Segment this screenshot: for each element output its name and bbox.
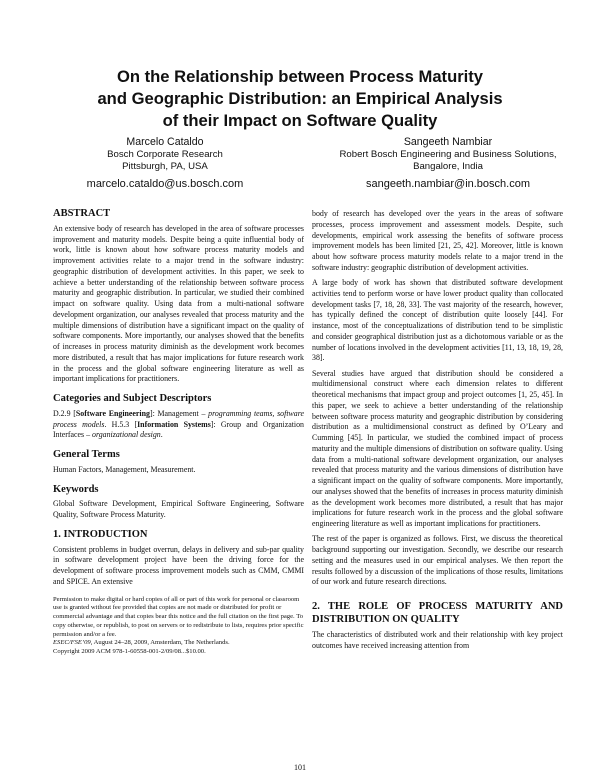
body-paragraph: The rest of the paper is organized as follows. First, we discuss the theoretical background supporting our investigation. Secondly, we describe our research setting and the measures used in our empirical analyses. We then report the results followed by a discussion of the implications of those results, limitations of our work and future research directions.	[312, 534, 563, 587]
author-location: Bangalore, India	[413, 161, 483, 172]
title-line: and Geographic Distribution: an Empirical Analysis	[97, 89, 503, 108]
abstract-text: An extensive body of research has developed in the area of software processes improvement and maturity models. Despite being a quite influential body of work, little is known about how software process maturity models and improvement activities relate to a major trend in the software industry: geographic distribution of development activities. In this paper, we seek to achieve a better understanding of the relationship between software process maturity and geographic distribution. In particular, we studied their combined impact on software quality. Using data from a multi-national software development organization, our analyses revealed that process maturity and the multiple dimensions of distribution have a significant impact on the quality of software components. More importantly, our analyses showed that the benefits of increases in process maturity diminish as the development work becomes more distributed, a result that has major implications for future research work in the process and the global software engineering literature as well as important implications for practitioners.	[53, 223, 304, 384]
title-line: On the Relationship between Process Maturity	[116, 67, 484, 86]
introduction-text: Consistent problems in budget overrun, delays in delivery and sub-par quality in software development project have been the driving force for the development of software process improvement models such as CMM, CMMI and SPICE. An extensive	[53, 544, 304, 586]
body-paragraph: body of research has developed over the years in the areas of software processes, process improvement and assessment models. Despite, such developments, empirical work assessing the benefits of software process improvement models has been limited [21, 25, 42]. Moreover, little is known about how software process maturity models relate to a major trend in the software industry: geographic distribution of development activities.	[312, 209, 563, 272]
author-location: Pittsburgh, PA, USA	[122, 161, 208, 172]
permission-text: Permission to make digital or hard copies of all or part of this work for personal or classroom use is granted without fee provided that copies are not made or distributed for profit or commercial advantage and that copies bear this notice and the full citation on the first page. To copy otherwise, or republish, to post on servers or to redistribute to lists, requires prior specific permission and/or a fee.	[53, 595, 304, 638]
author-email: sangeeth.nambiar@in.bosch.com	[365, 177, 531, 190]
paper-title	[40, 66, 560, 132]
body-paragraph: The characteristics of distributed work and their relationship with key project outcomes have received increasing attention from	[312, 630, 563, 650]
author-block-1	[60, 136, 270, 190]
permission-notice	[53, 596, 304, 658]
abstract-heading: ABSTRACT	[53, 208, 111, 219]
left-column	[53, 209, 304, 657]
categories-heading: Categories and Subject Descriptors	[53, 393, 212, 404]
general-terms-heading: General Terms	[53, 449, 120, 460]
author-block-2	[318, 136, 578, 190]
categories-text: D.2.9 [Software Engineering]: Management – programming teams, software process models. H.5.3 [Information Systems]: Group and Organization Interfaces – organizational design.	[53, 408, 305, 440]
author-name: Sangeeth Nambiar	[403, 136, 493, 148]
section-2-heading: 2. THE ROLE OF PROCESS MATURITY AND DISTRIBUTION ON QUALITY	[312, 601, 563, 625]
introduction-heading: 1. INTRODUCTION	[53, 528, 148, 540]
keywords-text: Global Software Development, Empirical Software Engineering, Software Quality, Software Process Maturity.	[53, 499, 304, 519]
copyright-line: Copyright 2009 ACM 978-1-60558-001-2/09/08...$10.00.	[53, 648, 206, 656]
title-line: of their Impact on Software Quality	[162, 111, 438, 130]
body-paragraph: Several studies have argued that distribution should be considered a multidimensional construct where each dimension relates to different theoretical mechanisms that impact group and project outcomes [1, 25, 45]. In this paper, we seek to achieve a better understanding of the relationship between software process maturity and geographic distribution by considering distribution as a multidimensional construct as defined by O’Leary and Cumming [45]. In particular, we studied the combined impact of process maturity and the multiple dimensions of distribution on software quality. Using data from a multi-national software development organization, our analyses revealed that process maturity and the various dimensions of distribution have a significant impact on the quality of software components. More importantly, our analyses showed that the benefits of increases in process maturity diminish as the development work becomes more distributed, a result that has major implications for future research work in the process and the global software engineering literature as well as important implications for practitioners.	[312, 368, 563, 528]
author-email: marcelo.cataldo@us.bosch.com	[86, 177, 244, 190]
page-number: 101	[294, 763, 306, 772]
conference-line: ESEC/FSE’09, August 24–28, 2009, Amsterdam, The Netherlands.	[53, 639, 230, 647]
general-terms-text: Human Factors, Management, Measurement.	[53, 464, 196, 474]
author-name: Marcelo Cataldo	[126, 136, 204, 148]
author-affiliation: Robert Bosch Engineering and Business Solutions,	[339, 148, 557, 160]
author-affiliation: Bosch Corporate Research	[107, 148, 223, 160]
keywords-heading: Keywords	[53, 483, 99, 495]
right-column	[312, 209, 563, 656]
body-paragraph: A large body of work has shown that distributed software development activities tend to perform worse or have lower product quality than collocated development tasks [7, 18, 28, 33]. The vast majority of the research, however, has typically defined the concept of distribution quite loosely [44]. For instance, most of the conceptualizations of distribution tend to be simplistic and consider geographical distribution just as a dichotomous variable or as the number of locations involved in the development activities [11, 13, 18, 19, 28, 38].	[312, 278, 563, 363]
